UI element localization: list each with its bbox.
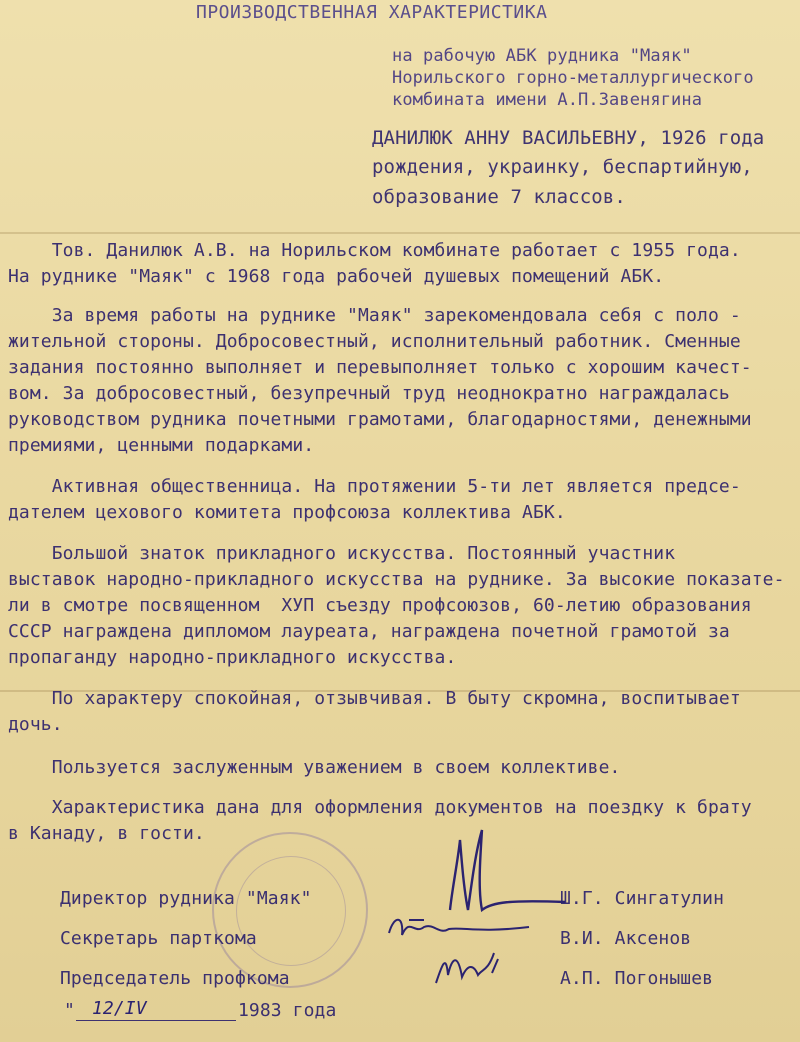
body-line: задания постоянно выполняет и перевыполняет только с хорошим качест- — [8, 357, 752, 378]
body-line: Пользуется заслуженным уважением в своем коллективе. — [8, 757, 621, 778]
signatory-role: Секретарь парткома — [60, 928, 257, 949]
document-title: ПРОИЗВОДСТВЕННАЯ ХАРАКТЕРИСТИКА — [196, 2, 548, 23]
body-line: Большой знаток прикладного искусства. Постоянный участник — [8, 543, 676, 564]
body-line: За время работы на руднике "Маяк" зарекомендовала себя с поло - — [8, 305, 741, 326]
body-line: ли в смотре посвященном ХУП съезду профсоюзов, 60-летию образования — [8, 595, 752, 616]
body-line: выставок народно-прикладного искусства на руднике. За высокие показате- — [8, 569, 785, 590]
round-seal — [212, 832, 368, 988]
secretary-signature — [384, 905, 534, 950]
body-line: пропаганду народно-прикладного искусства. — [8, 647, 457, 668]
date-handwritten: 12/IV — [92, 998, 147, 1019]
body-line: Активная общественница. На протяжении 5-ти лет является предсе- — [8, 476, 741, 497]
body-line: премиями, ценными подарками. — [8, 435, 315, 456]
signatory-role: Директор рудника "Маяк" — [60, 888, 312, 909]
fold-crease — [0, 232, 800, 234]
date-quote: " — [64, 1000, 75, 1021]
body-line: Характеристика дана для оформления документов на поездку к брату — [8, 797, 752, 818]
body-line: На руднике "Маяк" с 1968 года рабочей душевых помещений АБК. — [8, 266, 665, 287]
body-line: вом. За добросовестный, безупречный труд неоднократно награждалась — [8, 383, 730, 404]
signatory-role: Председатель профкома — [60, 968, 290, 989]
body-line: дателем цехового комитета профсоюза коллектива АБК. — [8, 502, 566, 523]
date-underline — [76, 1020, 236, 1021]
addressee-line: на рабочую АБК рудника "Маяк" — [392, 46, 692, 66]
body-line: По характеру спокойная, отзывчивая. В быту скромна, воспитывает — [8, 688, 741, 709]
signatory-name: А.П. Погонышев — [560, 968, 714, 989]
subject-line: рождения, украинку, беспартийную, — [372, 156, 753, 178]
addressee-line: Норильского горно-металлургического — [392, 68, 754, 88]
body-line: в Канаду, в гости. — [8, 823, 205, 844]
date-year: 1983 года — [238, 1000, 337, 1021]
subject-line: образование 7 классов. — [372, 186, 626, 208]
body-line: руководством рудника почетными грамотами, благодарностями, денежными — [8, 409, 752, 430]
chairman-signature — [432, 945, 512, 990]
signatory-name: В.И. Аксенов — [560, 928, 692, 949]
body-line: дочь. — [8, 714, 63, 735]
signatory-name: Ш.Г. Сингатулин — [560, 888, 725, 909]
body-line: СССР награждена дипломом лауреата, награждена почетной грамотой за — [8, 621, 730, 642]
addressee-line: комбината имени А.П.Завенягина — [392, 90, 703, 110]
body-line: жительной стороны. Добросовестный, исполнительный работник. Сменные — [8, 331, 741, 352]
body-line: Тов. Данилюк А.В. на Норильском комбинате работает с 1955 года. — [8, 240, 741, 261]
subject-line: ДАНИЛЮК АННУ ВАСИЛЬЕВНУ, 1926 года — [372, 127, 765, 149]
